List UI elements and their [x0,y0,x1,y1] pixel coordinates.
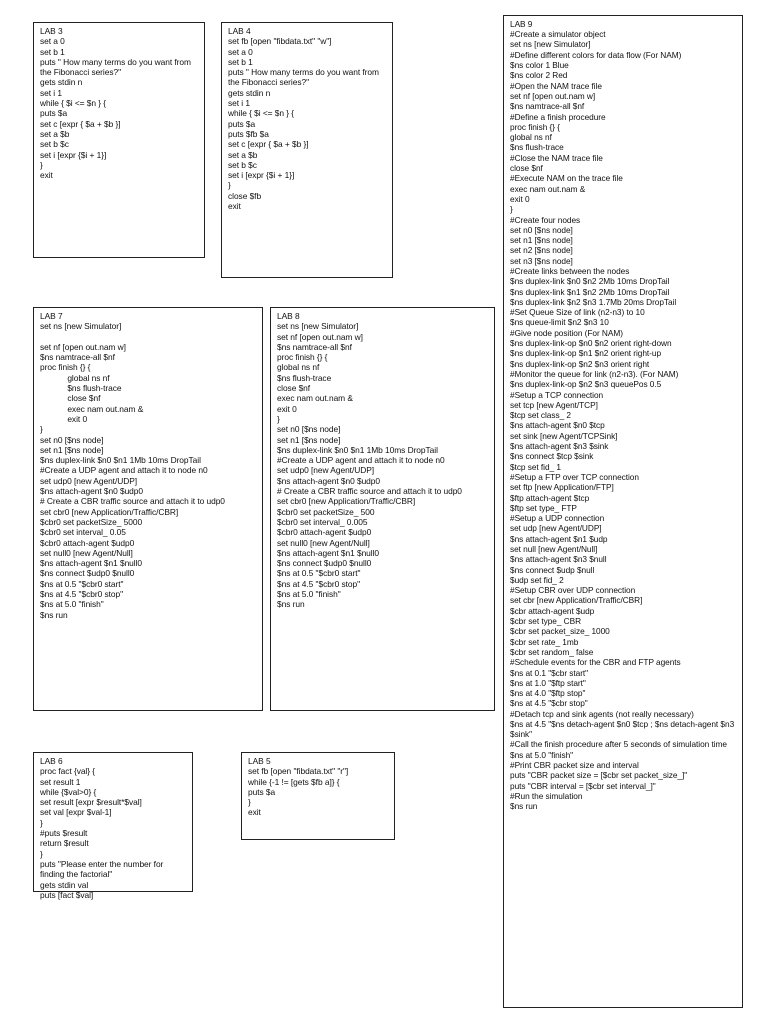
code-line: $tcp set class_ 2 [510,410,571,421]
code-line: set a 0 [40,36,65,47]
code-line: #Create a UDP agent and attach it to node n0 [277,455,445,466]
code-line: $ns attach-agent $n0 $udp0 [40,486,144,497]
code-line: set a 0 [228,46,253,57]
lab8-title: LAB 8 [277,311,300,321]
code-line: $ns connect $udp $null [510,564,595,575]
code-line: $cbr set random_ false [510,646,594,657]
code-line: gets stdin n [228,87,271,98]
code-line: set ns [new Simulator] [40,321,122,332]
code-line: set fb [open "fibdata.txt" "r"] [248,766,349,777]
code-line: puts " How many terms do you want from the Fibonacci series?" [228,67,382,88]
code-line [40,332,256,342]
code-line: $ns at 4.5 "$ns detach-agent $n0 $tcp ; $ns detach-agent $n3 $sink" [510,719,737,740]
code-line: #Create a simulator object [510,29,606,40]
code-line: set i [expr {$i + 1}] [228,170,295,181]
code-line: while { $i <= $n } { [40,98,107,109]
code-line: puts " How many terms do you want from the Fibonacci series?" [40,56,194,78]
code-line: puts [fact $val] [40,889,94,900]
code-line: #Print CBR packet size and interval [510,759,639,770]
code-line: $ns run [40,609,68,620]
code-line: set result [expr $result*$val] [40,797,142,808]
code-line: exit 0 [277,403,297,414]
lab9-code-box [503,15,743,1008]
code-line: $ns color 2 Red [510,70,568,81]
code-line: #Schedule events for the CBR and FTP agents [510,657,681,668]
code-line: $ns flush-trace [277,372,332,383]
code-line: } [40,817,43,828]
lab3-code-box [33,22,205,258]
code-line: $cbr0 set packetSize_ 500 [277,506,375,517]
code-line: $ns duplex-link-op $n2 $n3 queuePos 0.5 [510,379,662,390]
code-line: #Create four nodes [510,214,581,225]
code-line: $cbr attach-agent $udp [510,605,595,616]
code-line: close $nf [277,383,311,394]
lab5-code-box [241,752,395,840]
lab4-code-lines [228,36,386,211]
code-line: set val [expr $val-1] [40,807,112,818]
code-line: set a $b [40,128,70,139]
code-line: $ns connect $udp0 $null0 [277,558,372,569]
code-line: $ns at 0.5 "$cbr0 start" [277,568,361,579]
code-line: $ns duplex-link $n0 $n2 2Mb 10ms DropTail [510,276,670,287]
code-line: set udp0 [new Agent/UDP] [40,475,138,486]
code-line: $udp set fid_ 2 [510,574,564,585]
code-line: set ns [new Simulator] [510,39,591,50]
code-line: # Create a CBR traffic source and attach it to udp0 [40,496,225,507]
code-line: global ns nf [40,372,110,383]
code-line: #Define a finish procedure [510,111,606,122]
code-line: $cbr set packet_size_ 1000 [510,626,610,637]
code-line: $ns duplex-link $n0 $n1 1Mb 10ms DropTail [40,455,201,466]
code-line: set cbr [new Application/Traffic/CBR] [510,595,643,606]
code-line: #Monitor the queue for link (n2-n3). (For NAM) [510,368,679,379]
code-line: $ns attach-agent $n0 $tcp [510,420,605,431]
code-line: $cbr set rate_ 1mb [510,636,579,647]
code-line: $ns duplex-link-op $n2 $n3 orient right [510,358,650,369]
code-line: set n1 [$ns node] [277,434,341,445]
code-line: $ns duplex-link $n0 $n1 1Mb 10ms DropTail [277,444,438,455]
code-line: #Create a UDP agent and attach it to node n0 [40,465,208,476]
code-line: set n0 [$ns node] [277,424,341,435]
code-line: set n3 [$ns node] [510,255,573,266]
code-line: $ns attach-agent $n3 $sink [510,441,609,452]
code-line: while { $i <= $n } { [228,108,295,119]
code-line: $ns attach-agent $n3 $null [510,554,607,565]
code-line: exec nam out.nam & [277,393,353,404]
code-line: $cbr0 attach-agent $udp0 [277,527,372,538]
code-line: $ftp set type_ FTP [510,502,577,513]
lab9-title: LAB 9 [510,19,533,29]
code-line: $ns color 1 Blue [510,60,569,71]
code-line: $cbr set type_ CBR [510,616,582,627]
code-line: } [277,413,280,424]
code-line: set udp [new Agent/UDP] [510,523,602,534]
code-line: $cbr0 set interval_ 0.005 [277,516,368,527]
lab7-code-lines [40,321,256,620]
code-line: set n0 [$ns node] [510,224,573,235]
code-line: $ns namtrace-all $nf [40,352,115,363]
code-line: #Give node position (For NAM) [510,327,623,338]
code-line: #puts $result [40,828,88,839]
code-line: exit [228,201,241,212]
code-line: #Call the finish procedure after 5 seconds of simulation time [510,739,727,750]
code-line: proc finish {} { [40,362,91,373]
code-line: $ns namtrace-all $nf [510,101,585,112]
lab9-code-lines [510,29,736,811]
code-line: #Run the simulation [510,790,583,801]
code-line: set i 1 [228,98,250,109]
code-line: $ns at 4.0 "$ftp stop" [510,688,586,699]
code-line: $ns at 0.5 "$cbr0 start" [40,578,124,589]
code-line: proc finish {} { [510,121,560,132]
lab6-code-box [33,752,193,900]
code-line: set n2 [$ns node] [510,245,573,256]
code-line: set result 1 [40,776,81,787]
code-line: exit 0 [40,413,88,424]
code-line: #Create links between the nodes [510,265,630,276]
code-line: $ns attach-agent $n1 $null0 [40,558,143,569]
code-line: $ns connect $tcp $sink [510,451,594,462]
code-line: puts "CBR interval = [$cbr set interval_]" [510,780,656,791]
code-line: set i 1 [40,87,62,98]
code-line: exec nam out.nam & [510,183,586,194]
code-line: global ns nf [277,362,320,373]
code-line: set tcp [new Agent/TCP] [510,399,598,410]
code-line: $ns run [277,599,305,610]
lab4-title: LAB 4 [228,26,251,36]
code-line: $ns duplex-link $n1 $n2 2Mb 10ms DropTail [510,286,670,297]
code-line: set cbr0 [new Application/Traffic/CBR] [277,496,416,507]
code-line: $ns namtrace-all $nf [277,341,352,352]
code-line: $cbr0 set packetSize_ 5000 [40,516,143,527]
code-line: } [40,159,43,170]
lab3-title: LAB 3 [40,26,63,36]
code-line: $ns flush-trace [40,383,122,394]
code-line: $ftp attach-agent $tcp [510,492,590,503]
code-line: gets stdin n [40,77,83,88]
code-line: puts $a [248,786,276,797]
code-line: } [40,424,43,435]
code-line: set cbr0 [new Application/Traffic/CBR] [40,506,179,517]
code-line: set sink [new Agent/TCPSink] [510,430,618,441]
code-line: puts $a [228,118,256,129]
code-line: set ns [new Simulator] [277,321,359,332]
code-line: proc fact {val} { [40,766,96,777]
code-line: proc finish {} { [277,352,328,363]
code-line: puts $a [40,108,68,119]
code-line: puts "Please enter the number for finding the factorial" [40,858,166,880]
code-line: set null0 [new Agent/Null] [40,547,133,558]
code-line: exit [40,170,53,181]
code-line: $ns flush-trace [510,142,564,153]
code-line: #Close the NAM trace file [510,152,603,163]
code-line: set b $c [228,159,257,170]
code-line: global ns nf [510,132,552,143]
code-line: set n0 [$ns node] [40,434,104,445]
lab8-code-box [270,307,495,711]
code-line: } [228,180,231,191]
code-line: close $nf [40,393,101,404]
code-line: exit 0 [510,193,530,204]
code-line: $cbr0 attach-agent $udp0 [40,537,135,548]
code-line: $cbr0 set interval_ 0.05 [40,527,126,538]
lab6-code-lines [40,766,186,900]
code-line: $ns attach-agent $n1 $udp [510,533,608,544]
code-line: $ns at 4.5 "$cbr stop" [510,698,588,709]
code-line: exit [248,807,261,818]
lab7-title: LAB 7 [40,311,63,321]
code-line: $ns at 0.1 "$cbr start" [510,667,589,678]
code-line: #Setup a UDP connection [510,513,605,524]
code-line: $ns duplex-link $n2 $n3 1.7Mb 20ms DropTail [510,296,677,307]
code-line: set n1 [$ns node] [510,235,573,246]
lab8-code-lines [277,321,488,609]
code-line: set n1 [$ns node] [40,444,104,455]
code-line: # Create a CBR traffic source and attach it to udp0 [277,486,462,497]
code-line: exec nam out.nam & [40,403,144,414]
lab3-code-lines [40,36,198,180]
code-line: set ftp [new Application/FTP] [510,482,614,493]
code-line: puts $fb $a [228,128,269,139]
code-line: while {-1 != [gets $fb a]} { [248,776,340,787]
code-line: $ns connect $udp0 $null0 [40,568,135,579]
code-line: while {$val>0} { [40,786,97,797]
code-line: #Execute NAM on the trace file [510,173,623,184]
lab6-title: LAB 6 [40,756,63,766]
code-line: $ns at 1.0 "$ftp start" [510,677,586,688]
code-line: #Detach tcp and sink agents (not really necessary) [510,708,694,719]
code-line: set nf [open out.nam w] [277,331,363,342]
code-line: set b 1 [40,46,65,57]
code-line: } [510,204,513,215]
lab5-code-lines [248,766,388,817]
code-line: #Define different colors for data flow (For NAM) [510,49,682,60]
code-line: set null0 [new Agent/Null] [277,537,370,548]
code-line: $ns at 5.0 "finish" [510,749,574,760]
code-line: set b $c [40,139,69,150]
code-line: set null [new Agent/Null] [510,544,598,554]
code-line: close $fb [228,190,262,201]
code-line: $ns at 4.5 "$cbr0 stop" [40,589,124,600]
code-line: #Setup CBR over UDP connection [510,585,636,596]
lab5-title: LAB 5 [248,756,271,766]
lab7-code-box [33,307,263,711]
code-line: $ns run [510,801,538,812]
code-line: $ns attach-agent $n1 $null0 [277,547,380,558]
code-line: $ns attach-agent $n0 $udp0 [277,475,381,486]
code-line: $tcp set fid_ 1 [510,461,561,472]
code-line: $ns at 4.5 "$cbr0 stop" [277,578,361,589]
code-line: set nf [open out.nam w] [510,90,596,101]
code-line: set udp0 [new Agent/UDP] [277,465,375,476]
code-line: close $nf [510,163,543,174]
code-line: #Setup a TCP connection [510,389,604,400]
code-line: $ns queue-limit $n2 $n3 10 [510,317,609,328]
code-line: set nf [open out.nam w] [40,341,126,352]
code-line: #Setup a FTP over TCP connection [510,471,639,482]
code-line: set c [expr { $a + $b }] [228,139,309,150]
code-line: } [248,797,251,808]
code-line: $ns at 5.0 "finish" [277,589,341,600]
code-line: #Open the NAM trace file [510,80,602,91]
code-line: $ns at 5.0 "finish" [40,599,104,610]
code-line: $ns duplex-link-op $n0 $n2 orient right-down [510,338,672,349]
code-line: set b 1 [228,56,253,67]
code-line: set c [expr { $a + $b }] [40,118,121,129]
code-line: puts "CBR packet size = [$cbr set packet_size_]" [510,770,688,781]
code-line: } [40,848,43,859]
code-line: set fb [open "fibdata.txt" "w"] [228,36,332,47]
code-line: $ns duplex-link-op $n1 $n2 orient right-up [510,348,662,359]
lab4-code-box [221,22,393,278]
code-line: set i [expr {$i + 1}] [40,149,107,160]
code-line: return $result [40,838,89,849]
code-line: set a $b [228,149,258,160]
code-line: gets stdin val [40,879,89,890]
code-line: #Set Queue Size of link (n2-n3) to 10 [510,307,645,318]
